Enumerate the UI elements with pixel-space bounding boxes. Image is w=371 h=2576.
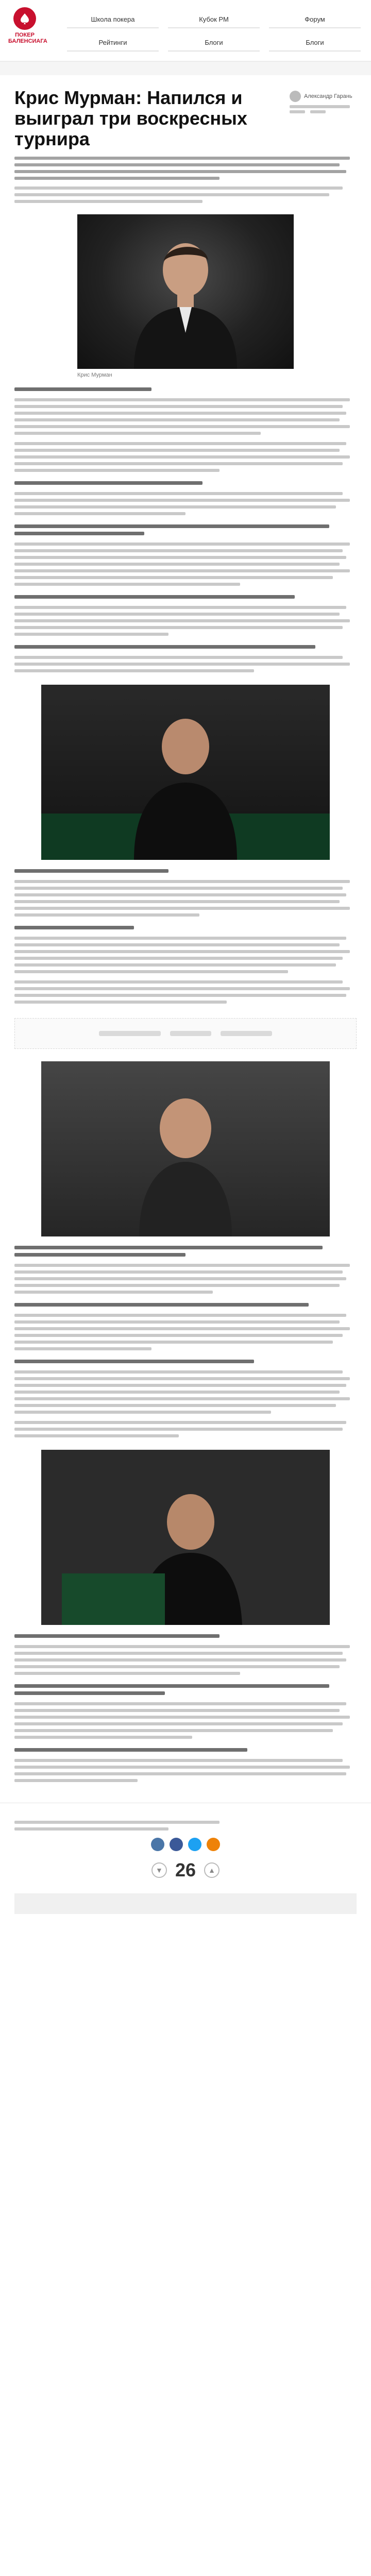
answer-3 xyxy=(14,543,357,586)
answer-1 xyxy=(14,398,357,435)
footer-note xyxy=(14,1821,357,1831)
answer-7b xyxy=(14,980,357,1004)
photo-3 xyxy=(41,1061,330,1236)
article-counts xyxy=(290,110,357,113)
bottom-bar xyxy=(14,1893,357,1914)
breadcrumb xyxy=(0,62,371,75)
answer-5 xyxy=(14,656,357,672)
author[interactable] xyxy=(290,91,357,102)
question-2 xyxy=(14,481,357,485)
thumbs-down-icon[interactable]: ▼ xyxy=(151,1862,167,1878)
rating-value: 26 xyxy=(175,1859,196,1880)
question-10 xyxy=(14,1360,357,1363)
thumbs-up-icon[interactable]: ▲ xyxy=(204,1862,220,1878)
answer-11 xyxy=(14,1645,357,1675)
answer-4 xyxy=(14,606,357,636)
promo-banner[interactable] xyxy=(14,1018,357,1049)
answer-7 xyxy=(14,937,357,973)
question-9 xyxy=(14,1303,357,1307)
share-facebook-icon[interactable] xyxy=(170,1838,183,1851)
question-8 xyxy=(14,1246,357,1257)
article xyxy=(0,75,371,1782)
question-4 xyxy=(14,595,357,599)
site-header xyxy=(0,0,371,62)
article-headline xyxy=(14,88,357,149)
author-name: Александр Гарань xyxy=(304,93,352,99)
photo-2 xyxy=(41,685,330,860)
logo-text: ПОКЕР БАЛЕНСИАГА xyxy=(8,32,47,44)
hero-caption: Крис Мурман xyxy=(77,372,112,378)
question-11 xyxy=(14,1634,357,1638)
share-buttons xyxy=(14,1838,357,1851)
answer-8 xyxy=(14,1264,357,1294)
answer-13 xyxy=(14,1759,357,1782)
question-6 xyxy=(14,869,357,873)
nav-item-cup[interactable]: Кубок РМ xyxy=(168,11,260,28)
article-footer xyxy=(0,1803,371,1929)
logo-mark-icon xyxy=(13,7,36,30)
question-3 xyxy=(14,524,357,535)
nav-item-forum[interactable]: Форум xyxy=(269,11,361,28)
question-7 xyxy=(14,926,357,929)
nav-item-ratings[interactable]: Рейтинги xyxy=(67,35,159,52)
nav-item-school[interactable]: Школа покера xyxy=(67,11,159,28)
article-rating xyxy=(14,1859,357,1881)
answer-1b xyxy=(14,442,357,472)
answer-12 xyxy=(14,1702,357,1739)
nav-item-blogs-2[interactable]: Блоги xyxy=(269,35,361,52)
photo-4 xyxy=(41,1450,330,1625)
question-13 xyxy=(14,1748,357,1752)
answer-9 xyxy=(14,1314,357,1350)
byline xyxy=(290,88,357,113)
article-meta xyxy=(290,105,357,108)
share-twitter-icon[interactable] xyxy=(188,1838,201,1851)
share-vk-icon[interactable] xyxy=(151,1838,164,1851)
answer-10b xyxy=(14,1421,357,1437)
answer-10 xyxy=(14,1370,357,1414)
page-title: Крис Мурман: Напился и выиграл три воскресных турнира xyxy=(14,87,247,149)
question-12 xyxy=(14,1684,357,1695)
avatar xyxy=(290,91,301,102)
person-illustration xyxy=(124,230,247,369)
lead-paragraph xyxy=(14,157,357,203)
answer-6 xyxy=(14,880,357,917)
main-nav xyxy=(67,11,361,52)
question-1 xyxy=(14,387,357,391)
answer-2 xyxy=(14,492,357,515)
site-logo[interactable] xyxy=(8,7,47,44)
share-ok-icon[interactable] xyxy=(207,1838,220,1851)
question-5 xyxy=(14,645,357,649)
nav-item-blogs[interactable]: Блоги xyxy=(168,35,260,52)
hero-image xyxy=(77,214,294,369)
